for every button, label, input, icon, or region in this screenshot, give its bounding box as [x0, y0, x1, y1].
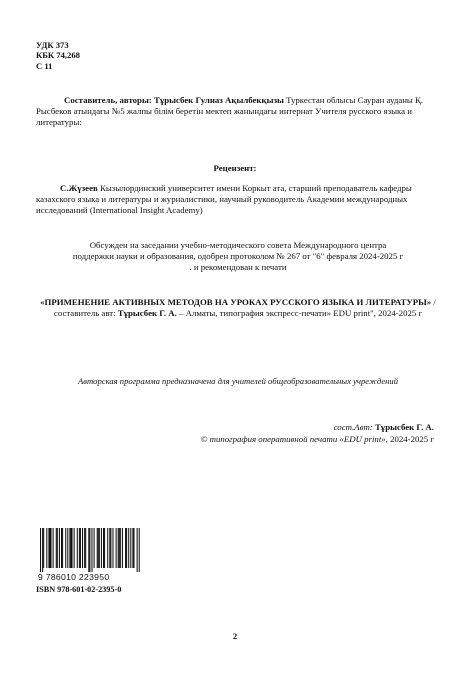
reviewer-paragraph: [36, 183, 438, 217]
authors-name: Тұрысбек Гулназ Ақылбекқызы: [153, 95, 284, 105]
isbn-number: ISBN 978-601-02-2395-0: [36, 585, 122, 594]
bibliographic-entry: [36, 297, 440, 319]
barcode-digits: 9 786010 223950: [38, 572, 110, 582]
copyright-year: 2024-2025 г: [390, 433, 434, 444]
barcode-bars: [38, 528, 142, 572]
book-title: «ПРИМЕНЕНИЕ АКТИВНЫХ МЕТОДОВ НА УРОКАХ РУССКОГО ЯЗЫКА И ЛИТЕРАТУРЫ»: [40, 297, 432, 307]
udk-code: УДК 373: [36, 40, 69, 50]
compiler-prefix: / составитель авт:: [53, 297, 436, 319]
reviewer-name: С.Жүзеев: [60, 183, 98, 193]
bbk-code: КБК 74,268: [36, 50, 80, 61]
reviewer-heading: Рецензент:: [213, 163, 257, 173]
author-credit-name: Тұрысбек Г. А.: [374, 422, 434, 432]
publisher-info: – Алматы, типография экспресс-печати» EDU print", 2024-2025 г: [179, 308, 423, 319]
approval-line-2: поддержки науки и образования, одобрен протоколом № 267 от "6" февраля 2024-2025 г: [72, 251, 404, 262]
c-code: С 11: [36, 60, 53, 71]
copyright-prefix: © типография оперативной печати «EDU print»,: [200, 433, 388, 444]
approval-line-3: . и рекомендован к печати: [189, 262, 287, 273]
compiler-name: Тұрысбек Г. А.: [117, 308, 177, 319]
page-number: 2: [232, 631, 238, 641]
purpose-note: Авторская программа предназначена для учителей общеобразовательных учреждений: [77, 376, 399, 386]
author-credit: [134, 422, 434, 434]
authors-affiliation: Туркестан облысы Сауран ауданы Қ. Рысбеков атындағы №5 жалпы білім беретін мектеп жанындағы интернат Учителя русского языка и литературы:: [36, 95, 424, 128]
author-credit-prefix: сост.Авт:: [333, 422, 373, 432]
authors-label: Составитель, авторы:: [64, 95, 152, 105]
credits-block: [134, 422, 434, 445]
approval-note: [36, 240, 440, 274]
reviewer-affiliation: Кызылординский университет имени Коркыт ата, старший преподаватель кафедры казахского языка и литературы и журналистики, научный руководитель Академии международных исследований (International Insight Academy): [36, 183, 412, 216]
approval-line-1: Обсужден на заседании учебно-методического совета Международного центра: [89, 240, 387, 250]
classification-codes: [36, 40, 80, 71]
copyright-line: [134, 434, 434, 446]
authors-paragraph: [36, 95, 436, 129]
